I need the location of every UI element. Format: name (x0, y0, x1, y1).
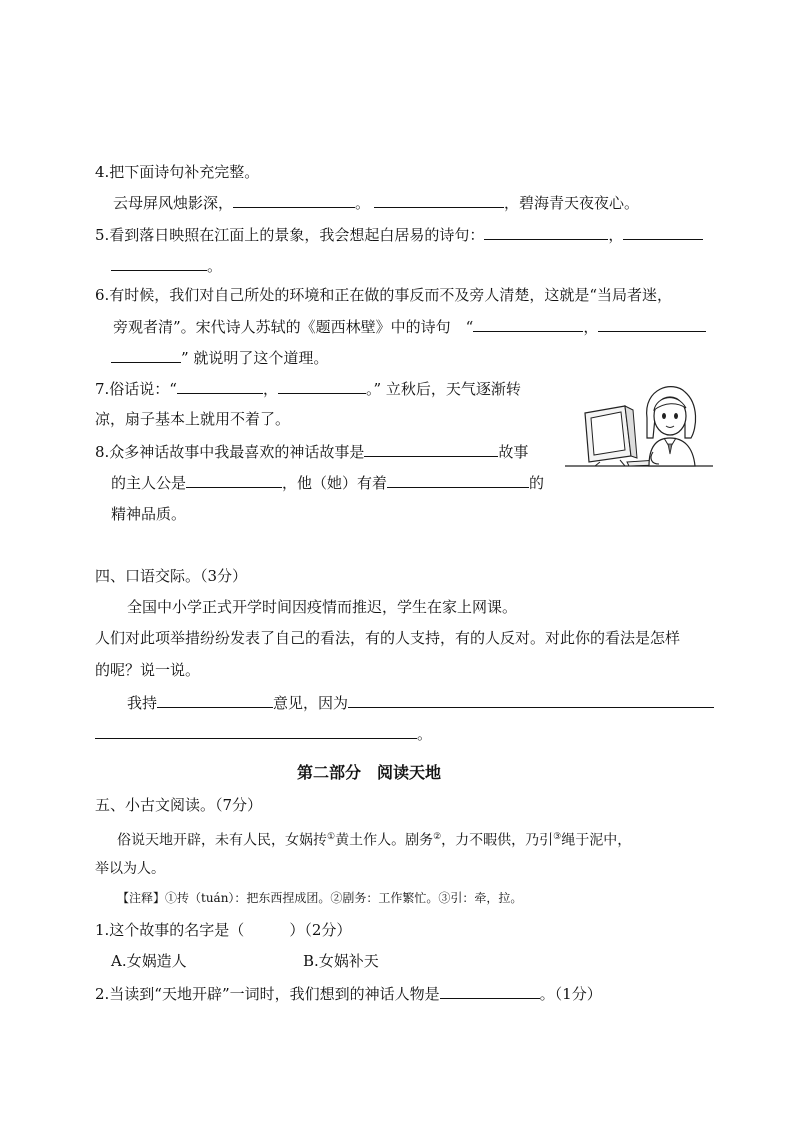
q5-line-1 (95, 224, 703, 245)
q6-line-3 (111, 347, 328, 368)
section4-para-2 (95, 628, 680, 648)
q5-end: 。 (207, 257, 223, 275)
q8-line-1 (95, 441, 528, 462)
q8-line-2 (111, 472, 544, 493)
q6-blank-1[interactable] (473, 316, 583, 332)
section5-title-text: 五、小古文阅读。（7分） (95, 796, 263, 814)
q6-comma: ， (583, 318, 599, 336)
section4-para-1 (127, 597, 517, 617)
q7-line-2 (95, 409, 290, 429)
q7-comma: ， (262, 380, 278, 398)
q8-text-2c: 的 (529, 474, 545, 492)
q8-blank-1[interactable] (364, 441, 498, 457)
classical-text-line-1 (117, 827, 631, 851)
q6-text-2: 旁观者清”。宋代诗人苏轼的《题西林壁》中的诗句 “ (113, 318, 474, 336)
part2-title-text: 第二部分 阅读天地 (297, 763, 442, 782)
footnote-mark-3: ③ (553, 832, 562, 842)
section4-title-text: 四、口语交际。（3分） (95, 567, 248, 585)
q4-line-c: ，碧海青天夜夜心。 (504, 194, 640, 212)
classical-text-2: 举以为人。 (95, 861, 165, 877)
section4-answer-line-2 (95, 723, 432, 744)
q8-blank-3[interactable] (387, 472, 529, 488)
q5-blank-2[interactable] (623, 224, 703, 240)
section4-title (95, 566, 247, 586)
section5-q1 (95, 920, 351, 940)
section4-answer-line-1 (127, 692, 714, 713)
section5-q2 (95, 983, 602, 1004)
q7-blank-2[interactable] (278, 378, 366, 394)
classical-text-1a: 俗说天地开辟，未有人民，女娲抟 (117, 832, 327, 849)
q4-line-a: 云母屏风烛影深， (113, 194, 234, 212)
q4-answer-line (113, 192, 639, 213)
classical-text-line-2 (95, 859, 165, 879)
section5-title (95, 795, 262, 815)
q4-prompt-text: 4.把下面诗句补充完整。 (95, 163, 260, 181)
part2-title (297, 760, 441, 783)
q5-blank-1[interactable] (484, 224, 608, 240)
q8-text-2b: ，他（她）有着 (282, 474, 388, 492)
classical-text-1d: 绳于泥中， (561, 832, 632, 849)
girl-at-computer-illustration (565, 378, 715, 470)
section5-q1-options (111, 951, 187, 971)
classical-text-1c: ，力不暇供，乃引 (441, 832, 554, 849)
q6-text-1: 6.有时候，我们对自己所处的环境和正在做的事反而不及旁人清楚，这就是“当局者迷， (95, 286, 672, 304)
q6-blank-2[interactable] (598, 316, 706, 332)
section5-q2-text-a: 2.当读到“天地开辟”一词时，我们想到的神话人物是 (95, 985, 440, 1003)
section4-answer-b: 意见，因为 (273, 694, 349, 712)
q8-text-2a: 的主人公是 (111, 474, 187, 492)
q4-line-b: 。 (355, 194, 371, 212)
q6-line-1 (95, 285, 672, 305)
q4-blank-1[interactable] (233, 192, 355, 208)
q7-blank-1[interactable] (177, 378, 263, 394)
q5-blank-3[interactable] (111, 255, 207, 271)
q6-text-3: ” 就说明了这个道理。 (181, 349, 329, 367)
section4-para-1-text: 全国中小学正式开学时间因疫情而推迟，学生在家上网课。 (127, 598, 518, 616)
annotation-note (117, 890, 522, 906)
q7-prefix: 7.俗话说：“ (95, 380, 177, 398)
footnote-mark-1: ① (327, 832, 336, 842)
annotation-note-text: 【注释】①抟（tuán）：把东西捏成团。②剧务：工作繁忙。③引：牵，拉。 (117, 891, 523, 905)
section5-q1-option-b-wrap (303, 951, 379, 971)
q4-prompt (95, 162, 259, 182)
section4-blank-1[interactable] (157, 692, 273, 708)
q7-text-2: 凉，扇子基本上就用不着了。 (95, 410, 291, 428)
q8-blank-2[interactable] (186, 472, 282, 488)
q8-suffix: 故事 (498, 443, 529, 461)
section4-para-2-text: 人们对此项举措纷纷发表了自己的看法，有的人支持，有的人反对。对此你的看法是怎样 (95, 629, 681, 647)
q8-prefix: 8.众多神话故事中我最喜欢的神话故事是 (95, 443, 365, 461)
section4-para-3 (95, 660, 200, 680)
section4-answer-end: 。 (417, 725, 433, 743)
q5-prompt: 5.看到落日映照在江面上的景象，我会想起白居易的诗句： (95, 226, 485, 244)
q7-suffix: 。” 立秋后，天气逐渐转 (366, 380, 521, 398)
q8-text-3: 精神品质。 (111, 505, 187, 523)
footnote-mark-2: ② (433, 832, 442, 842)
section4-answer-a: 我持 (127, 694, 158, 712)
section5-q1-text: 1.这个故事的名字是（ ）（2分） (95, 921, 352, 939)
option-b[interactable]: B.女娲补天 (303, 952, 379, 970)
section4-blank-2[interactable] (348, 692, 714, 708)
q6-blank-3[interactable] (111, 347, 181, 363)
q5-line-2 (111, 255, 222, 276)
q7-line-1 (95, 378, 521, 399)
q5-comma: ， (608, 226, 624, 244)
section5-q2-blank[interactable] (440, 983, 540, 999)
section5-q2-text-b: 。（1分） (539, 985, 602, 1003)
q6-line-2 (113, 316, 706, 337)
q8-line-3 (111, 504, 186, 524)
section4-blank-3[interactable] (95, 723, 417, 739)
classical-text-1b: 黄土作人。剧务 (335, 832, 434, 849)
option-a[interactable]: A.女娲造人 (111, 952, 187, 970)
q4-blank-2[interactable] (374, 192, 504, 208)
section4-para-3-text: 的呢？说一说。 (95, 661, 201, 679)
